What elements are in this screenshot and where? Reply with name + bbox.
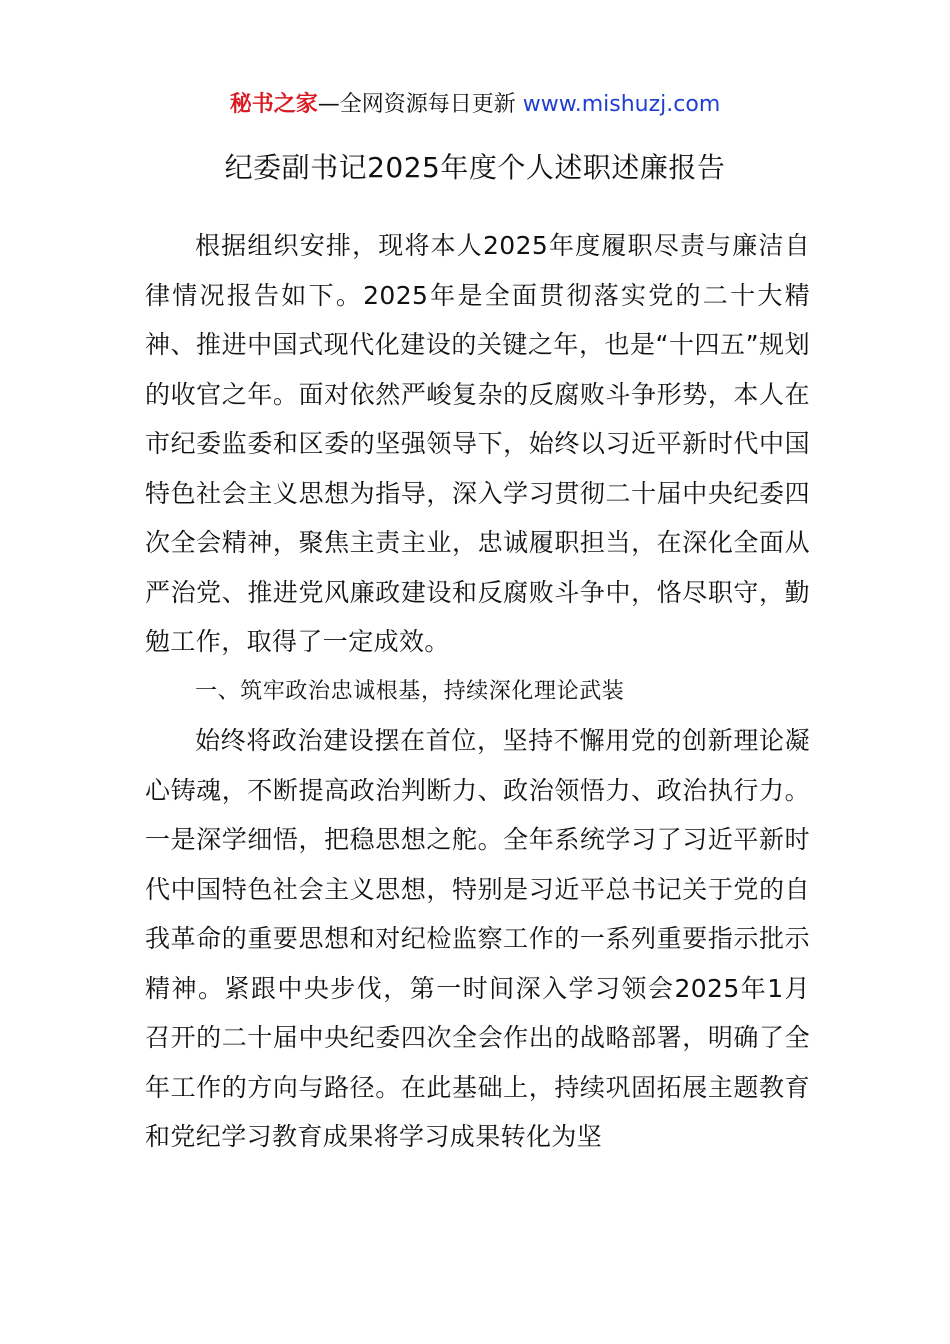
section-1-paragraph: 始终将政治建设摆在首位，坚持不懈用党的创新理论凝心铸魂，不断提高政治判断力、政治领悟力、政治执行力。一是深学细悟，把稳思想之舵。全年系统学习了习近平新时代中国特色社会主义思想，特别是习近平总书记关于党的自我革命的重要思想和对纪检监察工作的一系列重要指示批示精神。紧跟中央步伐，第一时间深入学习领会2025年1月召开的二十届中央纪委四次全会作出的战略部署，明确了全年工作的方向与路径。在此基础上，持续巩固拓展主题教育和党纪学习教育成果将学习成果转化为坚 — [145, 726, 810, 1151]
site-header — [0, 88, 950, 122]
site-tagline: —全网资源每日更新 — [317, 92, 523, 117]
site-brand: 秘书之家 — [229, 92, 318, 117]
document-body — [145, 221, 810, 1162]
document-title: 纪委副书记2025年度个人述职述廉报告 — [224, 151, 726, 184]
section-1-heading: 一、筑牢政治忠诚根基，持续深化理论武装 — [195, 678, 625, 704]
intro-paragraph: 根据组织安排，现将本人2025年度履职尽责与廉洁自律情况报告如下。2025年是全面贯彻落实党的二十大精神、推进中国式现代化建设的关键之年，也是“十四五”规划的收官之年。面对依然严峻复杂的反腐败斗争形势，本人在市纪委监委和区委的坚强领导下，始终以习近平新时代中国特色社会主义思想为指导，深入学习贯彻二十届中央纪委四次全会精神，聚焦主责主业，忠诚履职担当，在深化全面从严治党、推进党风廉政建设和反腐败斗争中，恪尽职守，勤勉工作，取得了一定成效。 — [145, 231, 810, 656]
site-url-link[interactable]: www.mishuzj.com — [522, 92, 721, 117]
